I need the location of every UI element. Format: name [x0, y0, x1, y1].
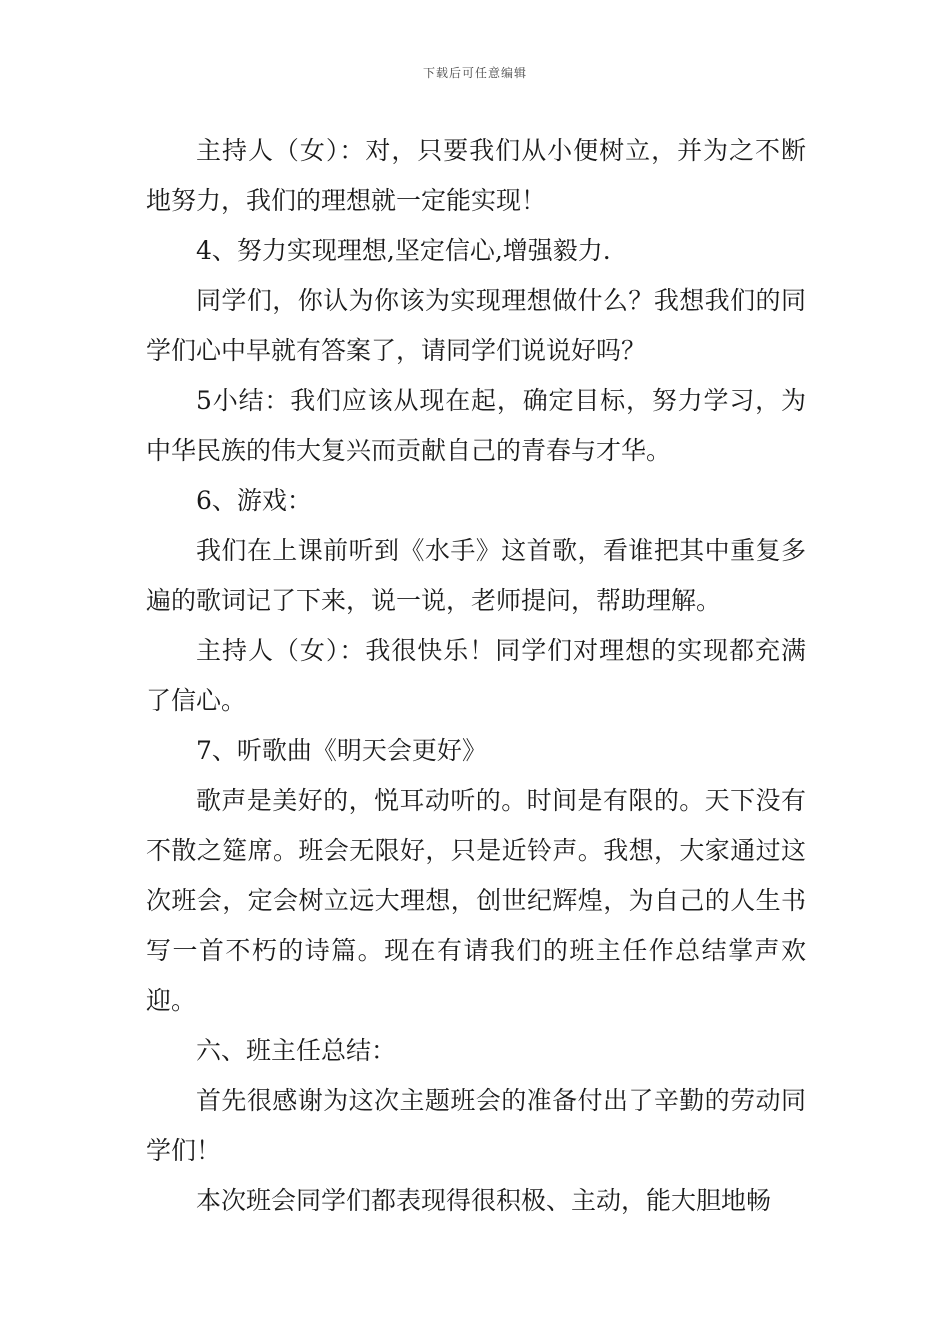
paragraph-summary-5: 5小结：我们应该从现在起，确定目标，努力学习，为中华民族的伟大复兴而贡献自己的青春与才华。: [146, 386, 806, 465]
section-heading-4: 4、努力实现理想,坚定信心,增强毅力.: [196, 236, 611, 265]
paragraph-question: 同学们，你认为你该为实现理想做什么？我想我们的同学们心中早就有答案了，请同学们说说好吗？: [146, 286, 806, 365]
paragraph-host-remark: 主持人（女）：对，只要我们从小便树立，并为之不断地努力，我们的理想就一定能实现！: [146, 136, 806, 215]
paragraph-thanks: 首先很感谢为这次主题班会的准备付出了辛勤的劳动同学们！: [146, 1086, 806, 1165]
document-body: [146, 126, 806, 1226]
paragraph-performance: 本次班会同学们都表现得很积极、主动，能大胆地畅: [196, 1186, 772, 1215]
section-heading-7: 7、听歌曲《明天会更好》: [196, 736, 487, 765]
paragraph-host-happy: 主持人（女）：我很快乐！同学们对理想的实现都充满了信心。: [146, 636, 806, 715]
page-header-note: 下载后可任意编辑: [422, 66, 527, 80]
section-heading-6: 6、游戏：: [196, 486, 312, 515]
paragraph-song: 歌声是美好的，悦耳动听的。时间是有限的。天下没有不散之筵席。班会无限好，只是近铃声。我想，大家通过这次班会，定会树立远大理想，创世纪辉煌，为自己的人生书写一首不朽的诗篇。现在有请我们的班主任作总结掌声欢迎。: [146, 786, 806, 1015]
section-heading-teacher-summary: 六、班主任总结：: [196, 1036, 397, 1065]
paragraph-game: 我们在上课前听到《水手》这首歌，看谁把其中重复多遍的歌词记了下来，说一说，老师提问，帮助理解。: [146, 536, 806, 615]
